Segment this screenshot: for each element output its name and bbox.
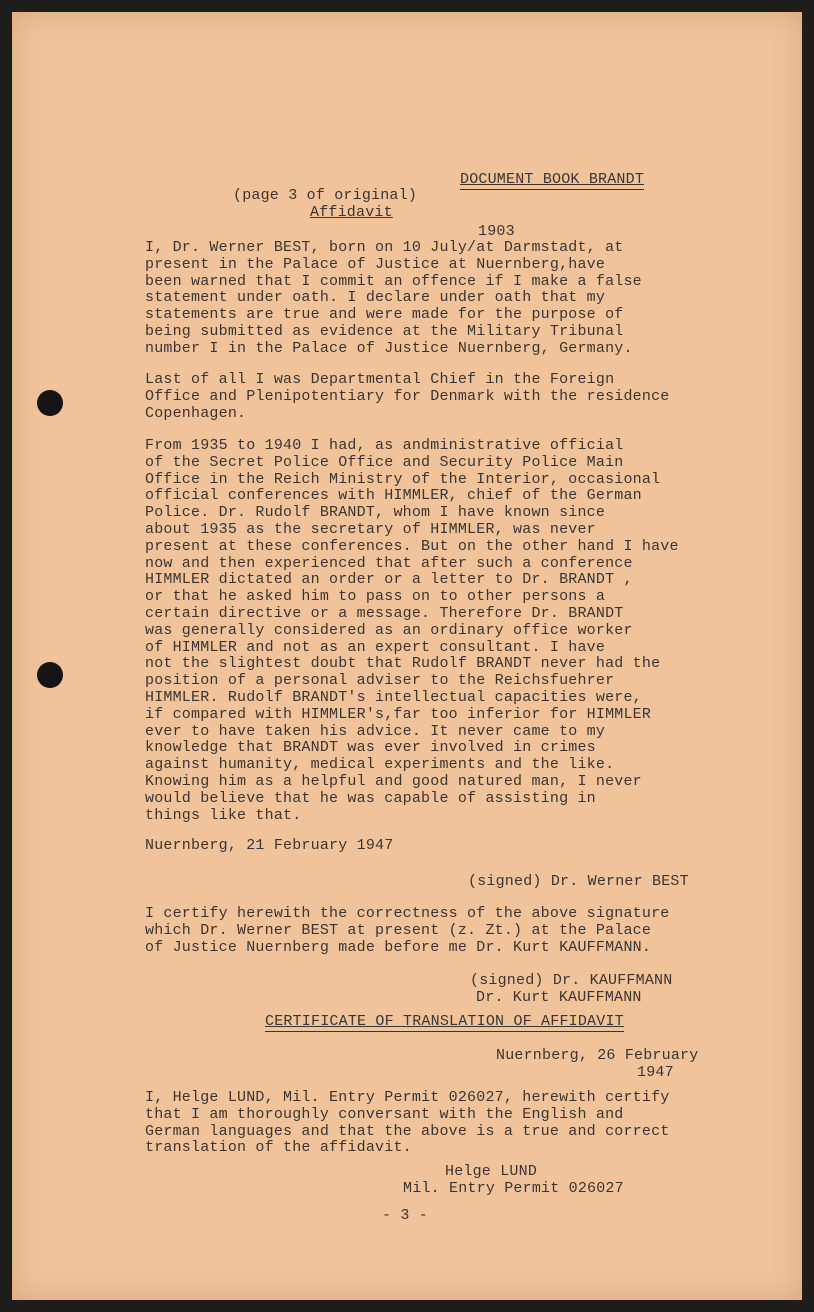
text-line: certain directive or a message. Therefore Dr. BRANDT bbox=[145, 604, 624, 622]
text-line: of Justice Nuernberg made before me Dr. Kurt KAUFFMANN. bbox=[145, 938, 652, 956]
paragraph-position bbox=[145, 372, 669, 422]
translator-name: Helge LUND bbox=[445, 1163, 538, 1180]
text-line: I, Dr. Werner BEST, born on 10 July/at Darmstadt, at bbox=[145, 239, 624, 256]
text-line: now and then experienced that after such a conference bbox=[145, 554, 633, 572]
paragraph-testimony bbox=[145, 438, 679, 824]
text-line: HIMMLER dictated an order or a letter to Dr. BRANDT , bbox=[145, 571, 633, 589]
text-line: I certify herewith the correctness of the above signature bbox=[145, 905, 670, 922]
text-line: about 1935 as the secretary of HIMMLER, was never bbox=[145, 520, 596, 538]
text-line: translation of the affidavit. bbox=[145, 1139, 412, 1157]
text-line: or that he asked him to pass on to other persons a bbox=[145, 588, 606, 606]
text-line: knowledge that BRANDT was ever involved in crimes bbox=[145, 739, 596, 757]
paragraph-certification bbox=[145, 906, 669, 956]
text-line: number I in the Palace of Justice Nuernberg, Germany. bbox=[145, 339, 633, 357]
text-line: against humanity, medical experiments and the like. bbox=[145, 756, 615, 774]
text-line: ever to have taken his advice. It never came to my bbox=[145, 722, 606, 740]
translator-permit: Mil. Entry Permit 026027 bbox=[403, 1180, 624, 1197]
text-line: Office and Plenipotentiary for Denmark with the residence bbox=[145, 387, 670, 405]
year-insert: 1903 bbox=[478, 223, 515, 240]
punch-hole-top bbox=[37, 390, 63, 416]
text-line: was generally considered as an ordinary office worker bbox=[145, 621, 633, 639]
text-line: been warned that I commit an offence if I make a false bbox=[145, 272, 642, 290]
text-line: of HIMMLER and not as an expert consultant. I have bbox=[145, 638, 606, 656]
text-line: Knowing him as a helpful and good natured man, I never bbox=[145, 772, 642, 790]
certificate-title: CERTIFICATE OF TRANSLATION OF AFFIDAVIT bbox=[265, 1013, 624, 1030]
affidavit-heading: Affidavit bbox=[310, 204, 393, 221]
place-date-affidavit: Nuernberg, 21 February 1947 bbox=[145, 837, 394, 854]
text-line: which Dr. Werner BEST at present (z. Zt.) at the Palace bbox=[145, 921, 652, 939]
text-line: Police. Dr. Rudolf BRANDT, whom I have known since bbox=[145, 504, 606, 522]
text-line: Last of all I was Departmental Chief in the Foreign bbox=[145, 371, 615, 388]
text-line: present at these conferences. But on the other hand I have bbox=[145, 537, 679, 555]
text-line: if compared with HIMMLER's,far too inferior for HIMMLER bbox=[145, 705, 652, 723]
paragraph-translation bbox=[145, 1090, 669, 1157]
text-line: being submitted as evidence at the Military Tribunal bbox=[145, 322, 624, 340]
text-line: I, Helge LUND, Mil. Entry Permit 026027, herewith certify bbox=[145, 1089, 670, 1106]
place-date-translation: Nuernberg, 26 February bbox=[496, 1047, 699, 1064]
page-number: - 3 - bbox=[382, 1207, 429, 1224]
signature-kauffmann: (signed) Dr. KAUFFMANN bbox=[470, 972, 673, 989]
text-line: From 1935 to 1940 I had, as andministrative official bbox=[145, 437, 624, 454]
signature-best: (signed) Dr. Werner BEST bbox=[468, 873, 689, 890]
text-line: present in the Palace of Justice at Nuernberg,have bbox=[145, 255, 606, 273]
punch-hole-bottom bbox=[37, 662, 63, 688]
text-line: official conferences with HIMMLER, chief of the German bbox=[145, 487, 642, 505]
text-line: that I am thoroughly conversant with the English and bbox=[145, 1105, 624, 1123]
page-note: (page 3 of original) bbox=[233, 187, 418, 204]
text-line: statements are true and were made for the purpose of bbox=[145, 306, 624, 324]
text-line: HIMMLER. Rudolf BRANDT's intellectual capacities were, bbox=[145, 688, 642, 706]
text-line: Office in the Reich Ministry of the Interior, occasional bbox=[145, 470, 661, 488]
text-line: of the Secret Police Office and Security Police Main bbox=[145, 453, 624, 471]
translation-year: 1947 bbox=[637, 1064, 674, 1081]
text-line: Copenhagen. bbox=[145, 404, 247, 422]
text-line: would believe that he was capable of assisting in bbox=[145, 789, 596, 807]
document-book-title: DOCUMENT BOOK BRANDT bbox=[460, 171, 645, 188]
paragraph-declaration bbox=[145, 240, 642, 358]
text-line: things like that. bbox=[145, 806, 302, 824]
text-line: not the slightest doubt that Rudolf BRANDT never had the bbox=[145, 655, 661, 673]
text-line: German languages and that the above is a true and correct bbox=[145, 1122, 670, 1140]
text-line: position of a personal adviser to the Reichsfuehrer bbox=[145, 672, 615, 690]
signature-kauffmann-name: Dr. Kurt KAUFFMANN bbox=[476, 989, 642, 1006]
text-line: statement under oath. I declare under oath that my bbox=[145, 289, 606, 307]
